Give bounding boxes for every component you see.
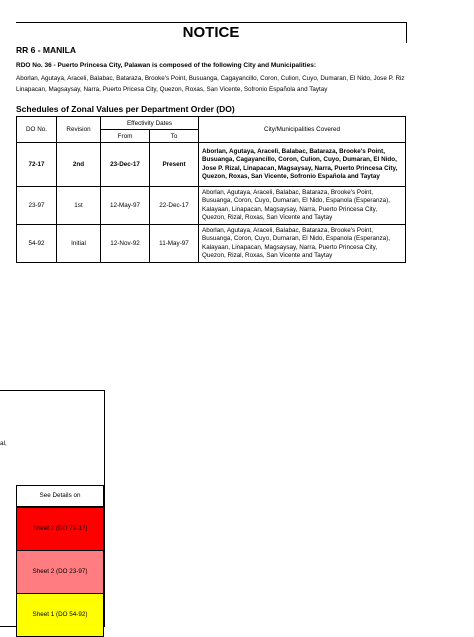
do-number: 23-97 [17,187,57,225]
col-header-revision: Revision [57,117,101,143]
table-row [17,187,406,225]
sheet-1-link[interactable]: Sheet 1 (DO 54-92) [16,593,104,637]
cut-text: al, [0,440,7,447]
col-header-to: To [150,130,199,143]
revision: Initial [57,225,101,263]
revision: 1st [57,187,101,225]
col-header-cities: City/Municipalities Covered [199,117,406,143]
sheet-3-link[interactable]: Sheet 3 (DO 72-17) [16,507,104,551]
col-header-effectivity: Effectivity Dates [101,117,199,130]
zonal-values-table [16,116,406,263]
notice-title: NOTICE [16,22,407,43]
col-header-from: From [101,130,150,143]
see-details-label: See Details on [16,485,104,507]
sheet-2-link[interactable]: Sheet 2 (DO 23-97) [16,550,104,594]
cities-covered: Aborlan, Agutaya, Araceli, Balabac, Bataraza, Brooke's Point, Busuanga, Cagayancillo, Coron, Culion, Cuyo, Dumaran, El Nido, Jose P. Rizal, Linapacan, Magsaysay, Narra, Puerto Princesa City, Quezon, Roxas, San Vicente, Sofronio Española and Taytay [199,143,406,187]
schedule-heading: Schedules of Zonal Values per Department Order (DO) [16,104,235,114]
date-to: Present [150,143,199,187]
date-from: 12-Nov-92 [101,225,150,263]
municipalities-list: Aborlan, Agutaya, Araceli, Balabac, Bataraza, Brooke's Point, Busuanga, Cagayancillo, Coron, Culion, Cuyo, Dumaran, El Nido, Jose P. Riz Linapacan, Magsaysay, Narra, Puerto Pricesa City, Quezon, Roxas, San Vicente, Sofronio Española and Taytay [16,75,405,93]
rdo-description: RDO No. 36 - Puerto Princesa City, Palawan is composed of the following City and Municipalities: [16,62,317,69]
table-row [17,225,406,263]
revision: 2nd [57,143,101,187]
table-row [17,143,406,187]
region-label: RR 6 - MANILA [16,45,76,55]
do-number: 72-17 [17,143,57,187]
do-number: 54-92 [17,225,57,263]
date-to: 22-Dec-17 [150,187,199,225]
cities-covered: Aborlan, Agutaya, Araceli, Balabac, Bataraza, Brooke's Point, Busuanga, Coron, Cuyo, Dumaran, El Nido, Espanola (Esperanza), Kalayaan, Linapacan, Magsaysay, Narra, Puerto Princesa City, Quezon, Rizal, Roxas, San Vicente and Taytay [199,187,406,225]
date-to: 11-May-97 [150,225,199,263]
date-from: 12-May-97 [101,187,150,225]
date-from: 23-Dec-17 [101,143,150,187]
col-header-do-no: DO No. [17,117,57,143]
cities-covered: Aborlan, Agutaya, Araceli, Balabac, Bataraza, Brooke's Point, Busuanga, Coron, Cuyo, Dumaran, El Nido, Espanola (Esperanza), Kalayaan, Linapacan, Magsaysay, Narra, Puerto Princesa City, Quezon, Rizal, Roxas, San Vicente and Taytay [199,225,406,263]
